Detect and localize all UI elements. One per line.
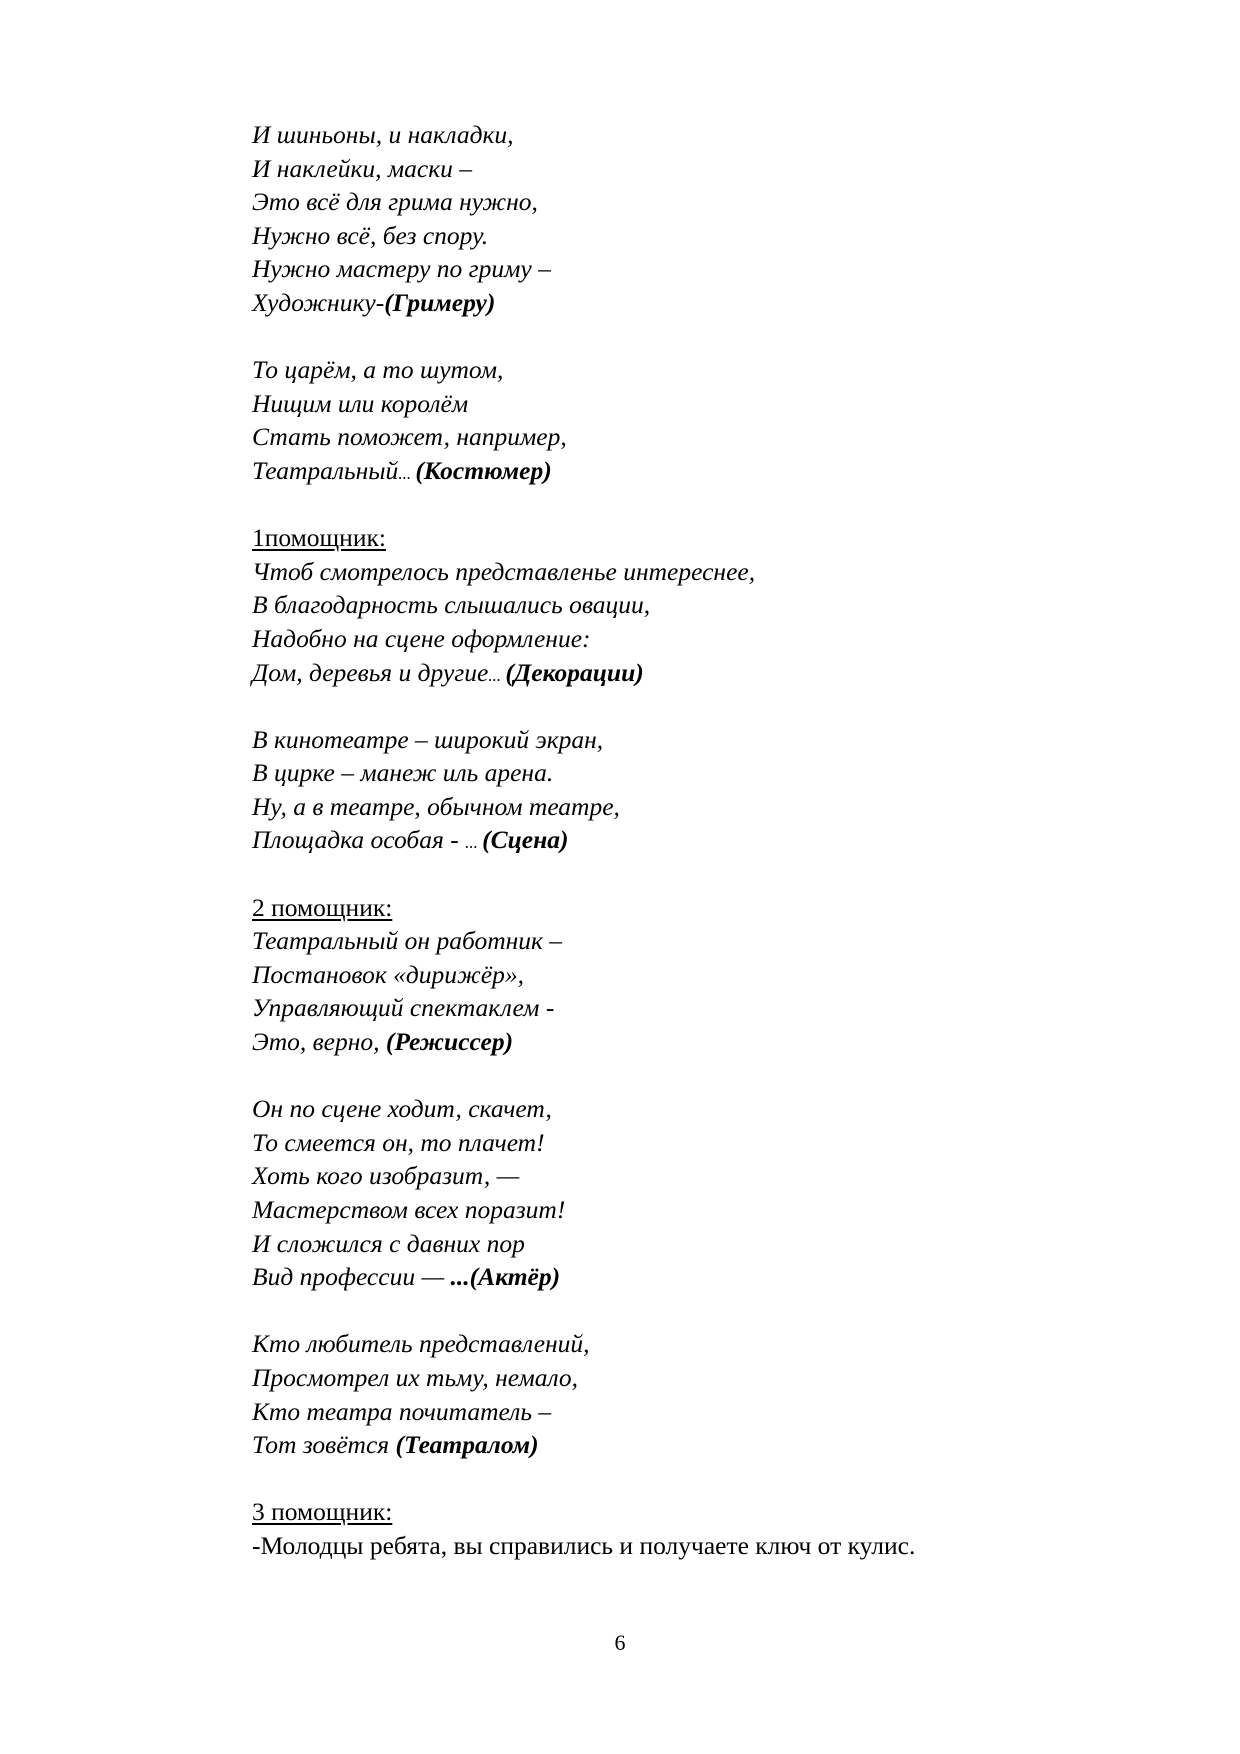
- riddle-answer: (Театралом): [395, 1430, 539, 1460]
- speaker-label: 3 помощник:: [252, 1497, 393, 1527]
- verse-line: То смеется он, то плачет!: [252, 1127, 545, 1157]
- verse-line: [252, 1260, 1152, 1294]
- verse-text: Площадка особая -: [252, 825, 466, 855]
- stanza-8: [252, 1495, 1152, 1562]
- speaker-label: 1помощник:: [252, 523, 386, 553]
- verse-line: Постановок «дирижёр»,: [252, 959, 524, 989]
- verse-line: В кинотеатре – широкий экран,: [252, 724, 604, 754]
- ellipsis: ...: [398, 463, 416, 483]
- verse-line: То царём, а то шутом,: [252, 355, 504, 385]
- verse-line: Нужно мастеру по гриму –: [252, 254, 551, 284]
- riddle-answer: (Гримеру): [384, 287, 496, 317]
- verse-line: Управляющий спектаклем -: [252, 993, 555, 1023]
- verse-line: И шиньоны, и накладки,: [252, 120, 514, 149]
- verse-text: Вид профессии —: [252, 1262, 451, 1292]
- verse-text: Театральный: [252, 455, 399, 485]
- verse-line: Театральный он работник –: [252, 926, 563, 956]
- speech-line: -Молодцы ребята, вы справились и получаете ключ от кулис.: [252, 1530, 916, 1560]
- riddle-answer: ...(Актёр): [450, 1262, 561, 1292]
- speaker-label: 2 помощник:: [252, 892, 393, 922]
- verse-line: Мастерством всех поразит!: [252, 1195, 566, 1224]
- riddle-answer: (Декорации): [505, 657, 644, 687]
- stanza-4: [252, 723, 1152, 857]
- verse-text: Тот зовётся: [252, 1430, 396, 1460]
- stanza-6: [252, 1092, 1152, 1294]
- verse-line: Ну, а в театре, обычном театре,: [252, 791, 620, 821]
- stanza-3: [252, 521, 1152, 689]
- verse-line: Хоть кого изобразит, —: [252, 1161, 520, 1191]
- ellipsis: ...: [488, 665, 506, 685]
- verse-line: Надобно на сцене оформление:: [252, 623, 591, 653]
- document-body: [252, 118, 1152, 1563]
- riddle-answer: (Костюмер): [415, 455, 552, 485]
- verse-line: Нужно всё, без спору.: [252, 220, 489, 250]
- stanza-2: [252, 353, 1152, 487]
- verse-line: Чтоб смотрелось представленье интереснее,: [252, 556, 756, 586]
- verse-line: В благодарность слышались овации,: [252, 590, 651, 620]
- page-number: 6: [614, 1630, 626, 1655]
- verse-line: Кто любитель представлений,: [252, 1329, 590, 1359]
- stanza-7: [252, 1327, 1152, 1461]
- verse-line: [252, 823, 1152, 857]
- verse-line: В цирке – манеж иль арена.: [252, 758, 554, 788]
- verse-line: [252, 1025, 1152, 1059]
- ellipsis: ...: [465, 833, 483, 853]
- verse-line: [252, 454, 1152, 488]
- stanza-5: [252, 891, 1152, 1059]
- riddle-answer: (Сцена): [482, 825, 569, 855]
- verse-line: Кто театра почитатель –: [252, 1396, 552, 1426]
- verse-line: Просмотрел их тьму, немало,: [252, 1362, 579, 1392]
- verse-line: Стать поможет, например,: [252, 422, 567, 452]
- verse-line: Это всё для грима нужно,: [252, 187, 538, 217]
- verse-text: Художнику-: [252, 287, 385, 317]
- verse-text: Дом, деревья и другие: [252, 657, 489, 687]
- verse-line: [252, 1428, 1152, 1462]
- stanza-1: [252, 118, 1152, 320]
- verse-line: [252, 656, 1152, 690]
- verse-text: Это, верно,: [252, 1027, 386, 1057]
- verse-line: И наклейки, маски –: [252, 153, 473, 183]
- riddle-answer: (Режиссер): [385, 1027, 514, 1057]
- verse-line: Нищим или королём: [252, 388, 469, 418]
- verse-line: Он по сцене ходит, скачет,: [252, 1094, 552, 1124]
- verse-line: [252, 286, 1152, 320]
- verse-line: И сложился с давних пор: [252, 1228, 525, 1258]
